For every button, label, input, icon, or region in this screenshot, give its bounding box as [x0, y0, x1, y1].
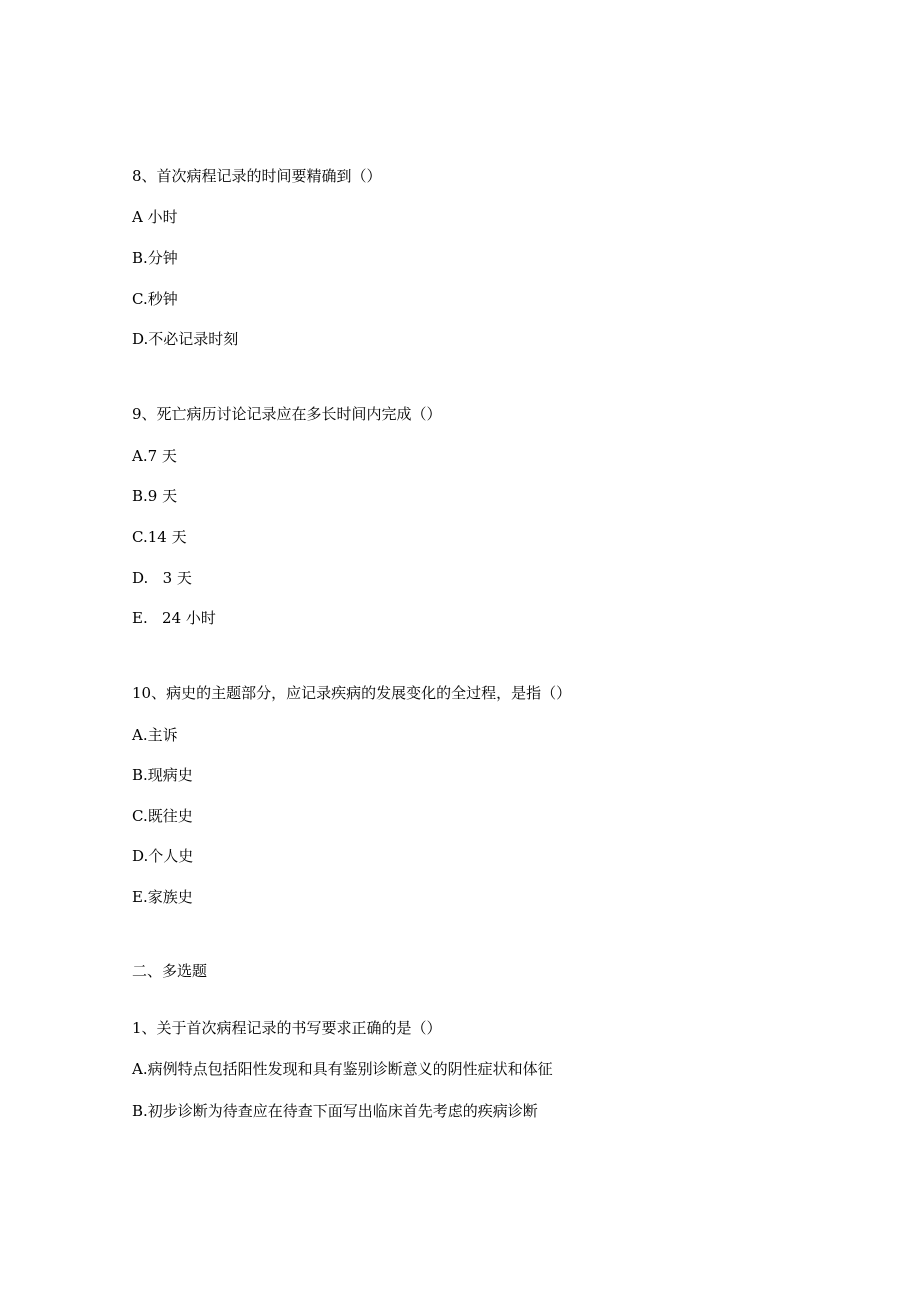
question-8-option-b: B.分钟: [132, 249, 178, 267]
section-heading: 二、多选题: [132, 962, 208, 980]
question-9-option-a: A.7 天: [132, 447, 177, 465]
question-10-option-c: C.既往史: [132, 807, 193, 825]
question-10-option-a: A.主诉: [132, 726, 178, 744]
question-9-option-c: C.14 天: [132, 528, 187, 546]
question-8-stem: 8、首次病程记录的时间要精确到（）: [132, 167, 382, 185]
question-9-option-d: D. 3 天: [132, 569, 192, 587]
question-10-option-b: B.现病史: [132, 766, 193, 784]
question-8-option-d: D.不必记录时刻: [132, 330, 239, 348]
multi-question-1-option-a: A.病例特点包括阳性发现和具有鉴别诊断意义的阴性症状和体征: [132, 1060, 553, 1078]
question-8-option-c: C.秒钟: [132, 290, 178, 308]
question-9-option-e: E. 24 小时: [132, 609, 216, 627]
question-9-option-b: B.9 天: [132, 487, 178, 505]
question-10-option-e: E.家族史: [132, 888, 193, 906]
question-8-option-a: A 小时: [132, 208, 178, 226]
multi-question-1-option-b: B.初步诊断为待查应在待查下面写出临床首先考虑的疾病诊断: [132, 1102, 538, 1120]
question-10-stem: 10、病史的主题部分，应记录疾病的发展变化的全过程，是指（）: [132, 684, 572, 702]
multi-question-1-stem: 1、关于首次病程记录的书写要求正确的是（）: [132, 1019, 442, 1037]
question-10-option-d: D.个人史: [132, 847, 194, 865]
question-9-stem: 9、死亡病历讨论记录应在多长时间内完成（）: [132, 405, 442, 423]
